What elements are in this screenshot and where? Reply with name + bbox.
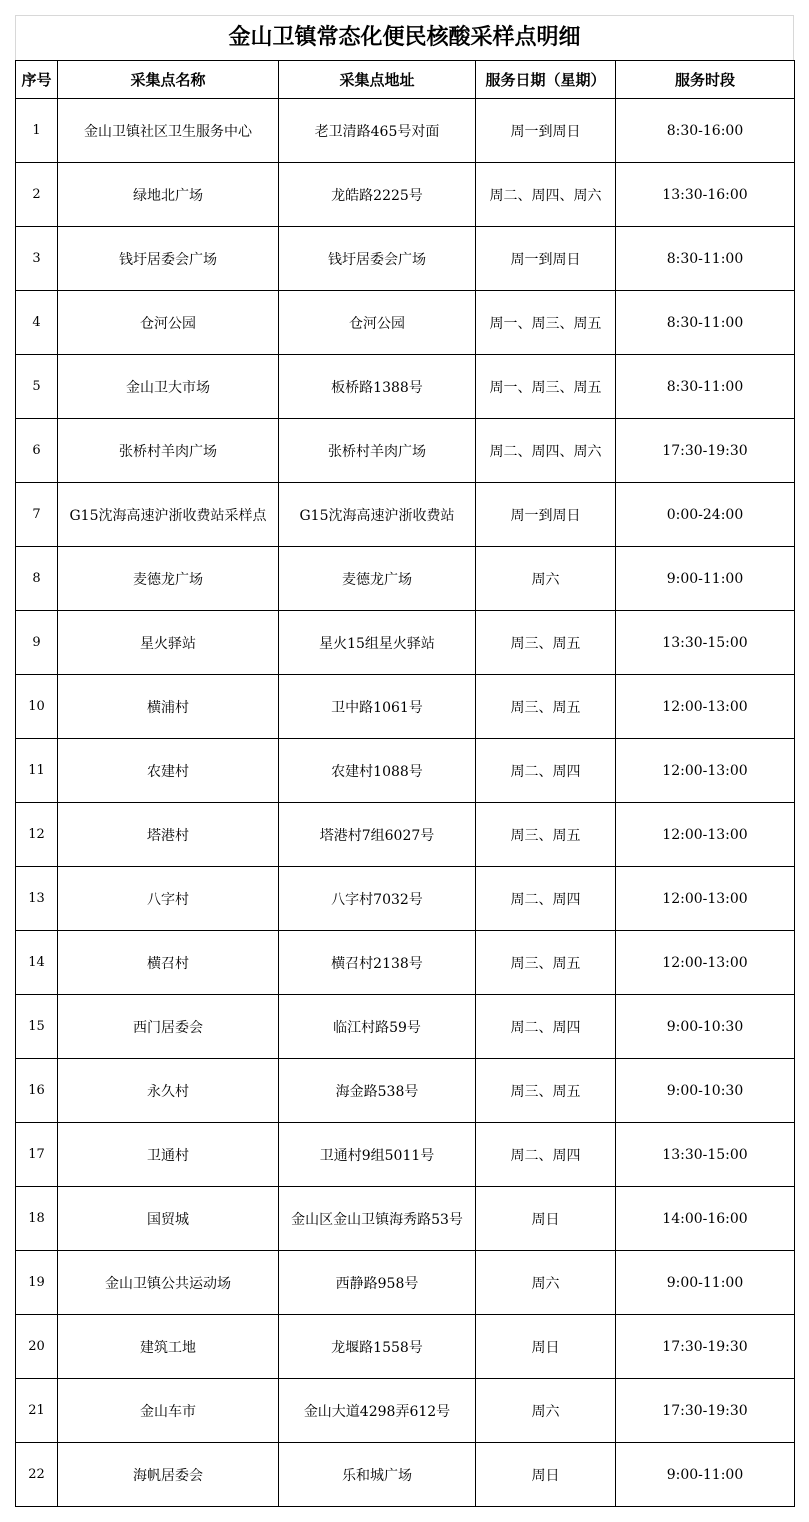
cell-site-address: 金山大道4298弄612号 bbox=[279, 1379, 476, 1443]
cell-service-days: 周日 bbox=[476, 1443, 616, 1507]
table-row bbox=[16, 675, 795, 739]
column-header-index: 序号 bbox=[16, 61, 58, 99]
table-row bbox=[16, 739, 795, 803]
cell-service-hours: 12:00-13:00 bbox=[616, 867, 795, 931]
table-row bbox=[16, 867, 795, 931]
cell-service-hours: 8:30-11:00 bbox=[616, 355, 795, 419]
spreadsheet bbox=[15, 15, 794, 1507]
cell-index: 20 bbox=[16, 1315, 58, 1379]
cell-index: 18 bbox=[16, 1187, 58, 1251]
cell-site-address: 板桥路1388号 bbox=[279, 355, 476, 419]
cell-site-name: 仓河公园 bbox=[58, 291, 279, 355]
cell-site-address: 金山区金山卫镇海秀路53号 bbox=[279, 1187, 476, 1251]
cell-site-address: 塔港村7组6027号 bbox=[279, 803, 476, 867]
cell-service-hours: 9:00-11:00 bbox=[616, 1251, 795, 1315]
cell-service-days: 周六 bbox=[476, 1251, 616, 1315]
cell-service-hours: 12:00-13:00 bbox=[616, 739, 795, 803]
cell-site-name: 横浦村 bbox=[58, 675, 279, 739]
cell-index: 10 bbox=[16, 675, 58, 739]
cell-site-name: 金山卫镇社区卫生服务中心 bbox=[58, 99, 279, 163]
column-header-address: 采集点地址 bbox=[279, 61, 476, 99]
column-header-hours: 服务时段 bbox=[616, 61, 795, 99]
table-row bbox=[16, 611, 795, 675]
table-row bbox=[16, 355, 795, 419]
cell-site-address: 星火15组星火驿站 bbox=[279, 611, 476, 675]
cell-site-address: 张桥村羊肉广场 bbox=[279, 419, 476, 483]
cell-site-address: 乐和城广场 bbox=[279, 1443, 476, 1507]
cell-index: 11 bbox=[16, 739, 58, 803]
cell-site-name: 钱圩居委会广场 bbox=[58, 227, 279, 291]
cell-site-name: 西门居委会 bbox=[58, 995, 279, 1059]
cell-service-hours: 9:00-10:30 bbox=[616, 1059, 795, 1123]
column-header-days: 服务日期（星期） bbox=[476, 61, 616, 99]
cell-service-days: 周日 bbox=[476, 1315, 616, 1379]
cell-index: 13 bbox=[16, 867, 58, 931]
cell-service-days: 周三、周五 bbox=[476, 675, 616, 739]
cell-site-address: 钱圩居委会广场 bbox=[279, 227, 476, 291]
cell-service-days: 周三、周五 bbox=[476, 1059, 616, 1123]
cell-site-address: 龙皓路2225号 bbox=[279, 163, 476, 227]
cell-service-days: 周三、周五 bbox=[476, 611, 616, 675]
table-row bbox=[16, 1443, 795, 1507]
cell-service-days: 周一、周三、周五 bbox=[476, 291, 616, 355]
cell-site-address: G15沈海高速沪浙收费站 bbox=[279, 483, 476, 547]
table-row bbox=[16, 1315, 795, 1379]
cell-service-days: 周一到周日 bbox=[476, 483, 616, 547]
cell-site-name: 金山车市 bbox=[58, 1379, 279, 1443]
cell-site-name: 横召村 bbox=[58, 931, 279, 995]
cell-site-address: 西静路958号 bbox=[279, 1251, 476, 1315]
cell-site-address: 横召村2138号 bbox=[279, 931, 476, 995]
cell-service-hours: 9:00-11:00 bbox=[616, 547, 795, 611]
cell-site-name: 金山卫镇公共运动场 bbox=[58, 1251, 279, 1315]
cell-site-name: 绿地北广场 bbox=[58, 163, 279, 227]
cell-site-name: 张桥村羊肉广场 bbox=[58, 419, 279, 483]
cell-service-hours: 13:30-16:00 bbox=[616, 163, 795, 227]
cell-service-days: 周二、周四 bbox=[476, 867, 616, 931]
cell-index: 8 bbox=[16, 547, 58, 611]
table-row bbox=[16, 547, 795, 611]
column-header-name: 采集点名称 bbox=[58, 61, 279, 99]
cell-index: 4 bbox=[16, 291, 58, 355]
cell-site-name: G15沈海高速沪浙收费站采样点 bbox=[58, 483, 279, 547]
cell-service-days: 周二、周四 bbox=[476, 739, 616, 803]
table-row bbox=[16, 483, 795, 547]
cell-site-name: 麦德龙广场 bbox=[58, 547, 279, 611]
cell-site-name: 海帆居委会 bbox=[58, 1443, 279, 1507]
table-row bbox=[16, 163, 795, 227]
cell-service-hours: 9:00-10:30 bbox=[616, 995, 795, 1059]
cell-service-days: 周二、周四、周六 bbox=[476, 163, 616, 227]
cell-service-days: 周六 bbox=[476, 547, 616, 611]
cell-site-address: 八字村7032号 bbox=[279, 867, 476, 931]
cell-index: 6 bbox=[16, 419, 58, 483]
cell-index: 22 bbox=[16, 1443, 58, 1507]
cell-service-days: 周二、周四、周六 bbox=[476, 419, 616, 483]
cell-service-hours: 8:30-11:00 bbox=[616, 227, 795, 291]
cell-index: 17 bbox=[16, 1123, 58, 1187]
table-row bbox=[16, 1379, 795, 1443]
cell-service-hours: 13:30-15:00 bbox=[616, 1123, 795, 1187]
cell-index: 2 bbox=[16, 163, 58, 227]
cell-index: 19 bbox=[16, 1251, 58, 1315]
cell-service-days: 周二、周四 bbox=[476, 995, 616, 1059]
cell-index: 1 bbox=[16, 99, 58, 163]
cell-service-hours: 17:30-19:30 bbox=[616, 1379, 795, 1443]
sampling-sites-table bbox=[15, 60, 795, 1507]
sheet-title: 金山卫镇常态化便民核酸采样点明细 bbox=[15, 16, 794, 60]
cell-site-name: 星火驿站 bbox=[58, 611, 279, 675]
table-row bbox=[16, 419, 795, 483]
cell-service-days: 周一到周日 bbox=[476, 227, 616, 291]
cell-service-hours: 14:00-16:00 bbox=[616, 1187, 795, 1251]
cell-index: 12 bbox=[16, 803, 58, 867]
cell-service-hours: 0:00-24:00 bbox=[616, 483, 795, 547]
cell-service-hours: 8:30-16:00 bbox=[616, 99, 795, 163]
cell-service-hours: 13:30-15:00 bbox=[616, 611, 795, 675]
cell-service-hours: 17:30-19:30 bbox=[616, 419, 795, 483]
cell-index: 21 bbox=[16, 1379, 58, 1443]
cell-service-hours: 12:00-13:00 bbox=[616, 803, 795, 867]
cell-site-name: 卫通村 bbox=[58, 1123, 279, 1187]
cell-index: 7 bbox=[16, 483, 58, 547]
table-row bbox=[16, 1123, 795, 1187]
table-row bbox=[16, 931, 795, 995]
cell-site-address: 仓河公园 bbox=[279, 291, 476, 355]
table-row bbox=[16, 99, 795, 163]
cell-service-days: 周六 bbox=[476, 1379, 616, 1443]
cell-site-address: 卫中路1061号 bbox=[279, 675, 476, 739]
cell-site-address: 农建村1088号 bbox=[279, 739, 476, 803]
cell-service-days: 周三、周五 bbox=[476, 931, 616, 995]
cell-service-hours: 8:30-11:00 bbox=[616, 291, 795, 355]
cell-site-name: 金山卫大市场 bbox=[58, 355, 279, 419]
cell-site-name: 国贸城 bbox=[58, 1187, 279, 1251]
table-row bbox=[16, 1251, 795, 1315]
cell-service-hours: 12:00-13:00 bbox=[616, 931, 795, 995]
cell-service-hours: 17:30-19:30 bbox=[616, 1315, 795, 1379]
cell-site-address: 老卫清路465号对面 bbox=[279, 99, 476, 163]
table-row bbox=[16, 1187, 795, 1251]
cell-site-name: 永久村 bbox=[58, 1059, 279, 1123]
cell-site-name: 农建村 bbox=[58, 739, 279, 803]
cell-index: 16 bbox=[16, 1059, 58, 1123]
table-row bbox=[16, 1059, 795, 1123]
cell-index: 15 bbox=[16, 995, 58, 1059]
cell-service-days: 周三、周五 bbox=[476, 803, 616, 867]
cell-service-days: 周二、周四 bbox=[476, 1123, 616, 1187]
cell-site-name: 建筑工地 bbox=[58, 1315, 279, 1379]
table-row bbox=[16, 227, 795, 291]
table-row bbox=[16, 803, 795, 867]
cell-index: 5 bbox=[16, 355, 58, 419]
cell-site-address: 龙堰路1558号 bbox=[279, 1315, 476, 1379]
table-row bbox=[16, 291, 795, 355]
cell-index: 3 bbox=[16, 227, 58, 291]
cell-service-days: 周一、周三、周五 bbox=[476, 355, 616, 419]
cell-site-address: 海金路538号 bbox=[279, 1059, 476, 1123]
cell-service-days: 周一到周日 bbox=[476, 99, 616, 163]
cell-index: 14 bbox=[16, 931, 58, 995]
cell-service-hours: 12:00-13:00 bbox=[616, 675, 795, 739]
table-body bbox=[16, 99, 795, 1507]
cell-service-hours: 9:00-11:00 bbox=[616, 1443, 795, 1507]
table-row bbox=[16, 995, 795, 1059]
cell-site-name: 八字村 bbox=[58, 867, 279, 931]
cell-site-name: 塔港村 bbox=[58, 803, 279, 867]
cell-site-address: 卫通村9组5011号 bbox=[279, 1123, 476, 1187]
cell-index: 9 bbox=[16, 611, 58, 675]
cell-site-address: 麦德龙广场 bbox=[279, 547, 476, 611]
cell-site-address: 临江村路59号 bbox=[279, 995, 476, 1059]
header-row bbox=[16, 61, 795, 99]
cell-service-days: 周日 bbox=[476, 1187, 616, 1251]
